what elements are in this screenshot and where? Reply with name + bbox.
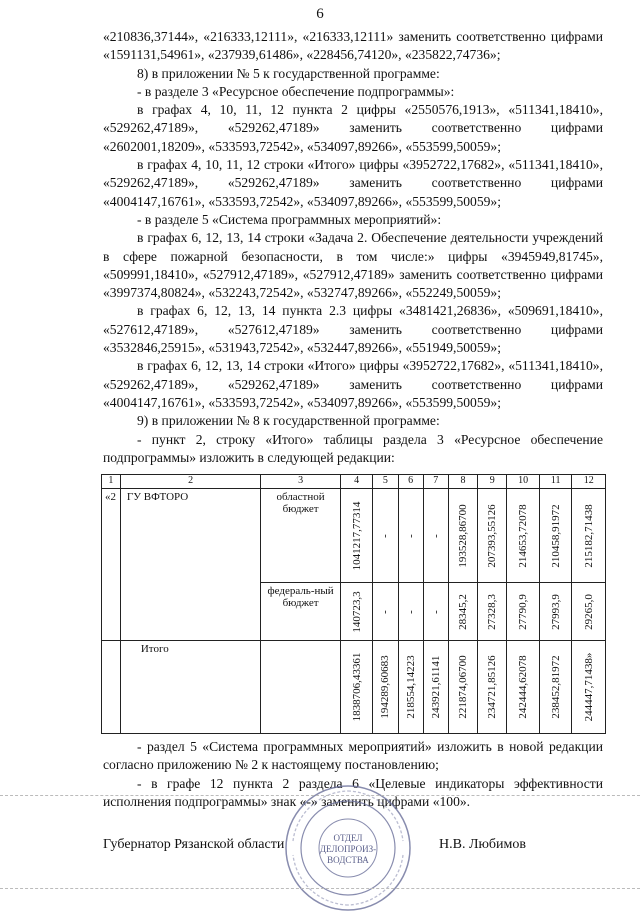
funding-source-cell: областной бюджет	[261, 489, 341, 583]
total-label-cell: Итого	[120, 641, 260, 734]
table-cell	[448, 641, 477, 734]
table-cell	[102, 641, 121, 734]
column-header: 3	[261, 475, 341, 489]
paragraph: - раздел 5 «Система программных мероприятий» изложить в новой редакции согласно приложению № 2 к настоящему постановлению;	[103, 739, 603, 773]
stamp-line: ОТДЕЛ	[333, 833, 363, 843]
paragraph: 9) в приложении № 8 к государственной программе:	[137, 413, 440, 429]
table-cell	[539, 641, 571, 734]
cell-value: -	[429, 533, 442, 538]
table-cell	[507, 489, 539, 583]
cell-value: 207393,55126	[486, 503, 499, 568]
table-cell	[423, 641, 448, 734]
table-cell	[572, 641, 606, 734]
cell-value: -	[404, 533, 417, 538]
page-number: 6	[316, 6, 324, 22]
cell-value: -	[429, 609, 442, 614]
table-cell	[373, 641, 398, 734]
column-header: 8	[448, 475, 477, 489]
scan-artifact-line	[0, 888, 640, 889]
table-cell	[423, 583, 448, 641]
cell-value: 215182,71438	[582, 503, 595, 568]
signature-position: Губернатор Рязанской области	[103, 837, 285, 852]
paragraph: - пункт 2, строку «Итого» таблицы раздела 3 «Ресурсное обеспечение подпрограммы» изложить в следующей редакции:	[103, 431, 603, 465]
cell-value: -	[379, 533, 392, 538]
paragraph: в графах 6, 12, 13, 14 строки «Итого» цифры «3952722,17682», «511341,18410», «529262,47189», «529262,47189» заменить соответственно цифрами «4004147,16761», «533593,72542», «534097,89266», «553599,50059»;	[103, 358, 603, 410]
cell-value: 193528,86700	[456, 503, 469, 568]
cell-value: 27328,3	[486, 593, 499, 630]
table-cell	[340, 583, 372, 641]
table-cell	[261, 641, 341, 734]
table-header-row	[102, 475, 606, 489]
paragraph: 8) в приложении № 5 к государственной программе:	[137, 65, 440, 81]
column-header: 1	[102, 475, 121, 489]
table-cell	[398, 489, 423, 583]
table-total-row	[102, 641, 606, 734]
column-header: 10	[507, 475, 539, 489]
paragraph: «210836,37144», «216333,12111», «216333,12111» заменить соответственно цифрами «1591131,54961», «237939,61486», «228456,74120», «235822,74736»;	[103, 29, 603, 63]
signature-name: Н.В. Любимов	[439, 837, 526, 852]
column-header: 2	[120, 475, 260, 489]
scan-artifact-line	[0, 795, 640, 796]
column-header: 4	[340, 475, 372, 489]
table-cell	[539, 489, 571, 583]
table-row	[102, 489, 606, 583]
table-cell	[373, 489, 398, 583]
paragraph: в графах 6, 12, 13, 14 пункта 2.3 цифры «3481421,26836», «509691,18410», «527612,47189», «527612,47189» заменить соответственно цифрами «3532846,25915», «531943,72542», «532447,89266», «551949,50059»;	[103, 303, 603, 356]
column-header: 5	[373, 475, 398, 489]
cell-value: 140723,3	[350, 590, 363, 633]
cell-value: 1838706,43361	[350, 652, 363, 722]
table-cell	[448, 583, 477, 641]
paragraph: - в графе 12 пункта 2 раздела 6 «Целевые индикаторы эффективности исполнения подпрограммы» знак «-» заменить цифрами «100».	[103, 775, 603, 809]
paragraph: в графах 4, 10, 11, 12 пункта 2 цифры «2550576,1913», «511341,18410», «529262,47189», «529262,47189» заменить соответственно цифрами «2602001,18209», «533593,72542», «534097,89266», «553599,50059»;	[103, 102, 603, 154]
paragraph: - в разделе 3 «Ресурсное обеспечение подпрограммы»:	[137, 83, 455, 99]
paragraph: - в разделе 5 «Система программных мероприятий»:	[137, 211, 442, 227]
table-cell	[423, 489, 448, 583]
cell-value: 27993,9	[549, 593, 562, 630]
table-cell	[478, 489, 507, 583]
table-cell	[539, 583, 571, 641]
item-number-cell: «2	[102, 489, 121, 641]
table-cell	[507, 641, 539, 734]
cell-value: 242444,62078	[517, 655, 530, 719]
table-cell	[340, 489, 372, 583]
cell-value: 27790,9	[517, 593, 530, 630]
table-cell	[507, 583, 539, 641]
stamp-line: ДЕЛОПРОИЗ-	[319, 844, 377, 854]
office-stamp-seal	[283, 783, 413, 913]
table-cell	[572, 489, 606, 583]
table-cell	[478, 583, 507, 641]
cell-value: 234721,85126	[486, 655, 499, 719]
column-header: 9	[478, 475, 507, 489]
cell-value: 29265,0	[582, 593, 595, 630]
cell-value: 28345,2	[456, 593, 469, 630]
cell-value: 221874,06700	[456, 655, 469, 719]
cell-value: 243921,61141	[429, 655, 442, 719]
cell-value: 1041217,77314	[350, 501, 363, 570]
paragraph: в графах 6, 12, 13, 14 строки «Задача 2. Обеспечение деятельности учреждений в сфере пожарной безопасности, в том числе:» цифры «3945949,81745», «509991,18410», «527912,47189», «527912,47189» заменить соответственно цифрами «3997374,80824», «532243,72542», «532747,89266», «552249,50059»;	[103, 230, 603, 301]
table-cell	[478, 641, 507, 734]
cell-value: 218554,14223	[404, 655, 417, 719]
table-cell	[398, 583, 423, 641]
item-name-cell: ГУ ВФТОРО	[120, 489, 260, 641]
cell-value: 244447,71438»	[582, 652, 595, 722]
column-header: 11	[539, 475, 571, 489]
column-header: 7	[423, 475, 448, 489]
column-header: 12	[572, 475, 606, 489]
cell-value: 238452,81972	[549, 655, 562, 719]
body-text	[103, 28, 603, 467]
cell-value: -	[379, 609, 392, 614]
funding-source-cell: федераль-ный бюджет	[261, 583, 341, 641]
column-header: 6	[398, 475, 423, 489]
table-cell	[572, 583, 606, 641]
resource-table	[101, 474, 606, 734]
stamp-line: ВОДСТВА	[327, 855, 369, 865]
paragraph: в графах 4, 10, 11, 12 строки «Итого» цифры «3952722,17682», «511341,18410», «529262,47189», «529262,47189» заменить соответственно цифрами «4004147,16761», «533593,72542», «534097,89266», «553599,50059»;	[103, 157, 603, 209]
cell-value: 210458,91972	[549, 503, 562, 568]
cell-value: 194289,60683	[379, 655, 392, 719]
table-cell	[373, 583, 398, 641]
table-cell	[340, 641, 372, 734]
cell-value: -	[404, 609, 417, 614]
table-cell	[398, 641, 423, 734]
table-cell	[448, 489, 477, 583]
cell-value: 214653,72078	[517, 503, 530, 568]
